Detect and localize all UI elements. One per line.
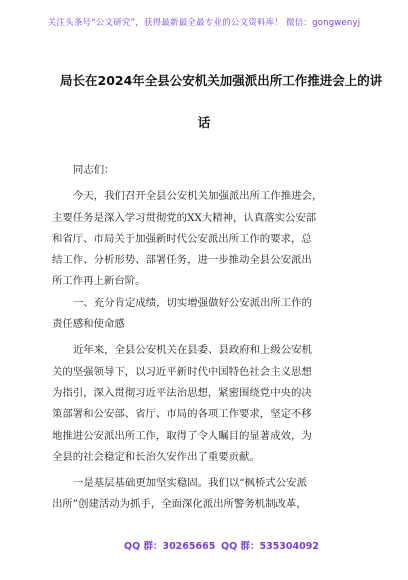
paragraph-achievements xyxy=(52,340,354,468)
text-line: 策部署和公安部、省厅、市局的各项工作要求，坚定不移 xyxy=(52,408,312,421)
text-line: 关的坚强领导下，以习近平新时代中国特色社会主义思想 xyxy=(52,365,312,378)
text-line: 地推进公安派出所工作，取得了令人瞩目的显著成效，为 xyxy=(52,429,312,442)
text-line: 主要任务是深入学习贯彻党的XX大精神，认真落实公安部 xyxy=(52,211,317,224)
text-line: 同志们： xyxy=(73,164,115,176)
section-heading-1 xyxy=(52,293,354,336)
paragraph-intro xyxy=(52,186,354,292)
document-title-continued: 话 xyxy=(197,115,211,130)
text-line: 出所”创建活动为抓手，全面深化派出所警务机制改革， xyxy=(52,498,307,511)
document-body xyxy=(52,160,354,516)
text-line: 和省厅、市局关于加强新时代公安派出所工作的要求，总 xyxy=(52,232,312,245)
text-line: 全县的社会稳定和长治久安作出了重要贡献。 xyxy=(52,450,260,463)
text-line: 责任感和使命感 xyxy=(52,318,125,331)
text-line: 今天，我们召开全县公安机关加强派出所工作推进会， xyxy=(73,190,323,203)
qq-group-2: QQ 群：535304092 xyxy=(221,541,319,552)
text-line: 一、充分肯定成绩，切实增强做好公安派出所工作的 xyxy=(73,296,312,309)
qq-group-1: QQ 群：30265665 xyxy=(124,541,216,552)
text-line: 所工作再上新台阶。 xyxy=(52,275,146,288)
document-title: 局长在2024年全县公安机关加强派出所工作推进会上的讲 xyxy=(60,73,383,88)
text-line: 近年来，全县公安机关在县委、县政府和上级公安机 xyxy=(73,344,312,357)
paragraph-first-point xyxy=(52,473,354,516)
text-line: 结工作、分析形势、部署任务，进一步推动全县公安派出 xyxy=(52,254,312,267)
top-banner: 关注头条号“公文研究”，获得最新最全最专业的公文资料库！ 微信：gongwenyj xyxy=(47,18,361,28)
text-line: 为指引，深入贯彻习近平法治思想，紧密围绕党中央的决 xyxy=(52,386,312,399)
text-line: 一是基层基础更加坚实稳固。我们以“枫桥式公安派 xyxy=(73,477,307,490)
salutation xyxy=(52,160,354,181)
